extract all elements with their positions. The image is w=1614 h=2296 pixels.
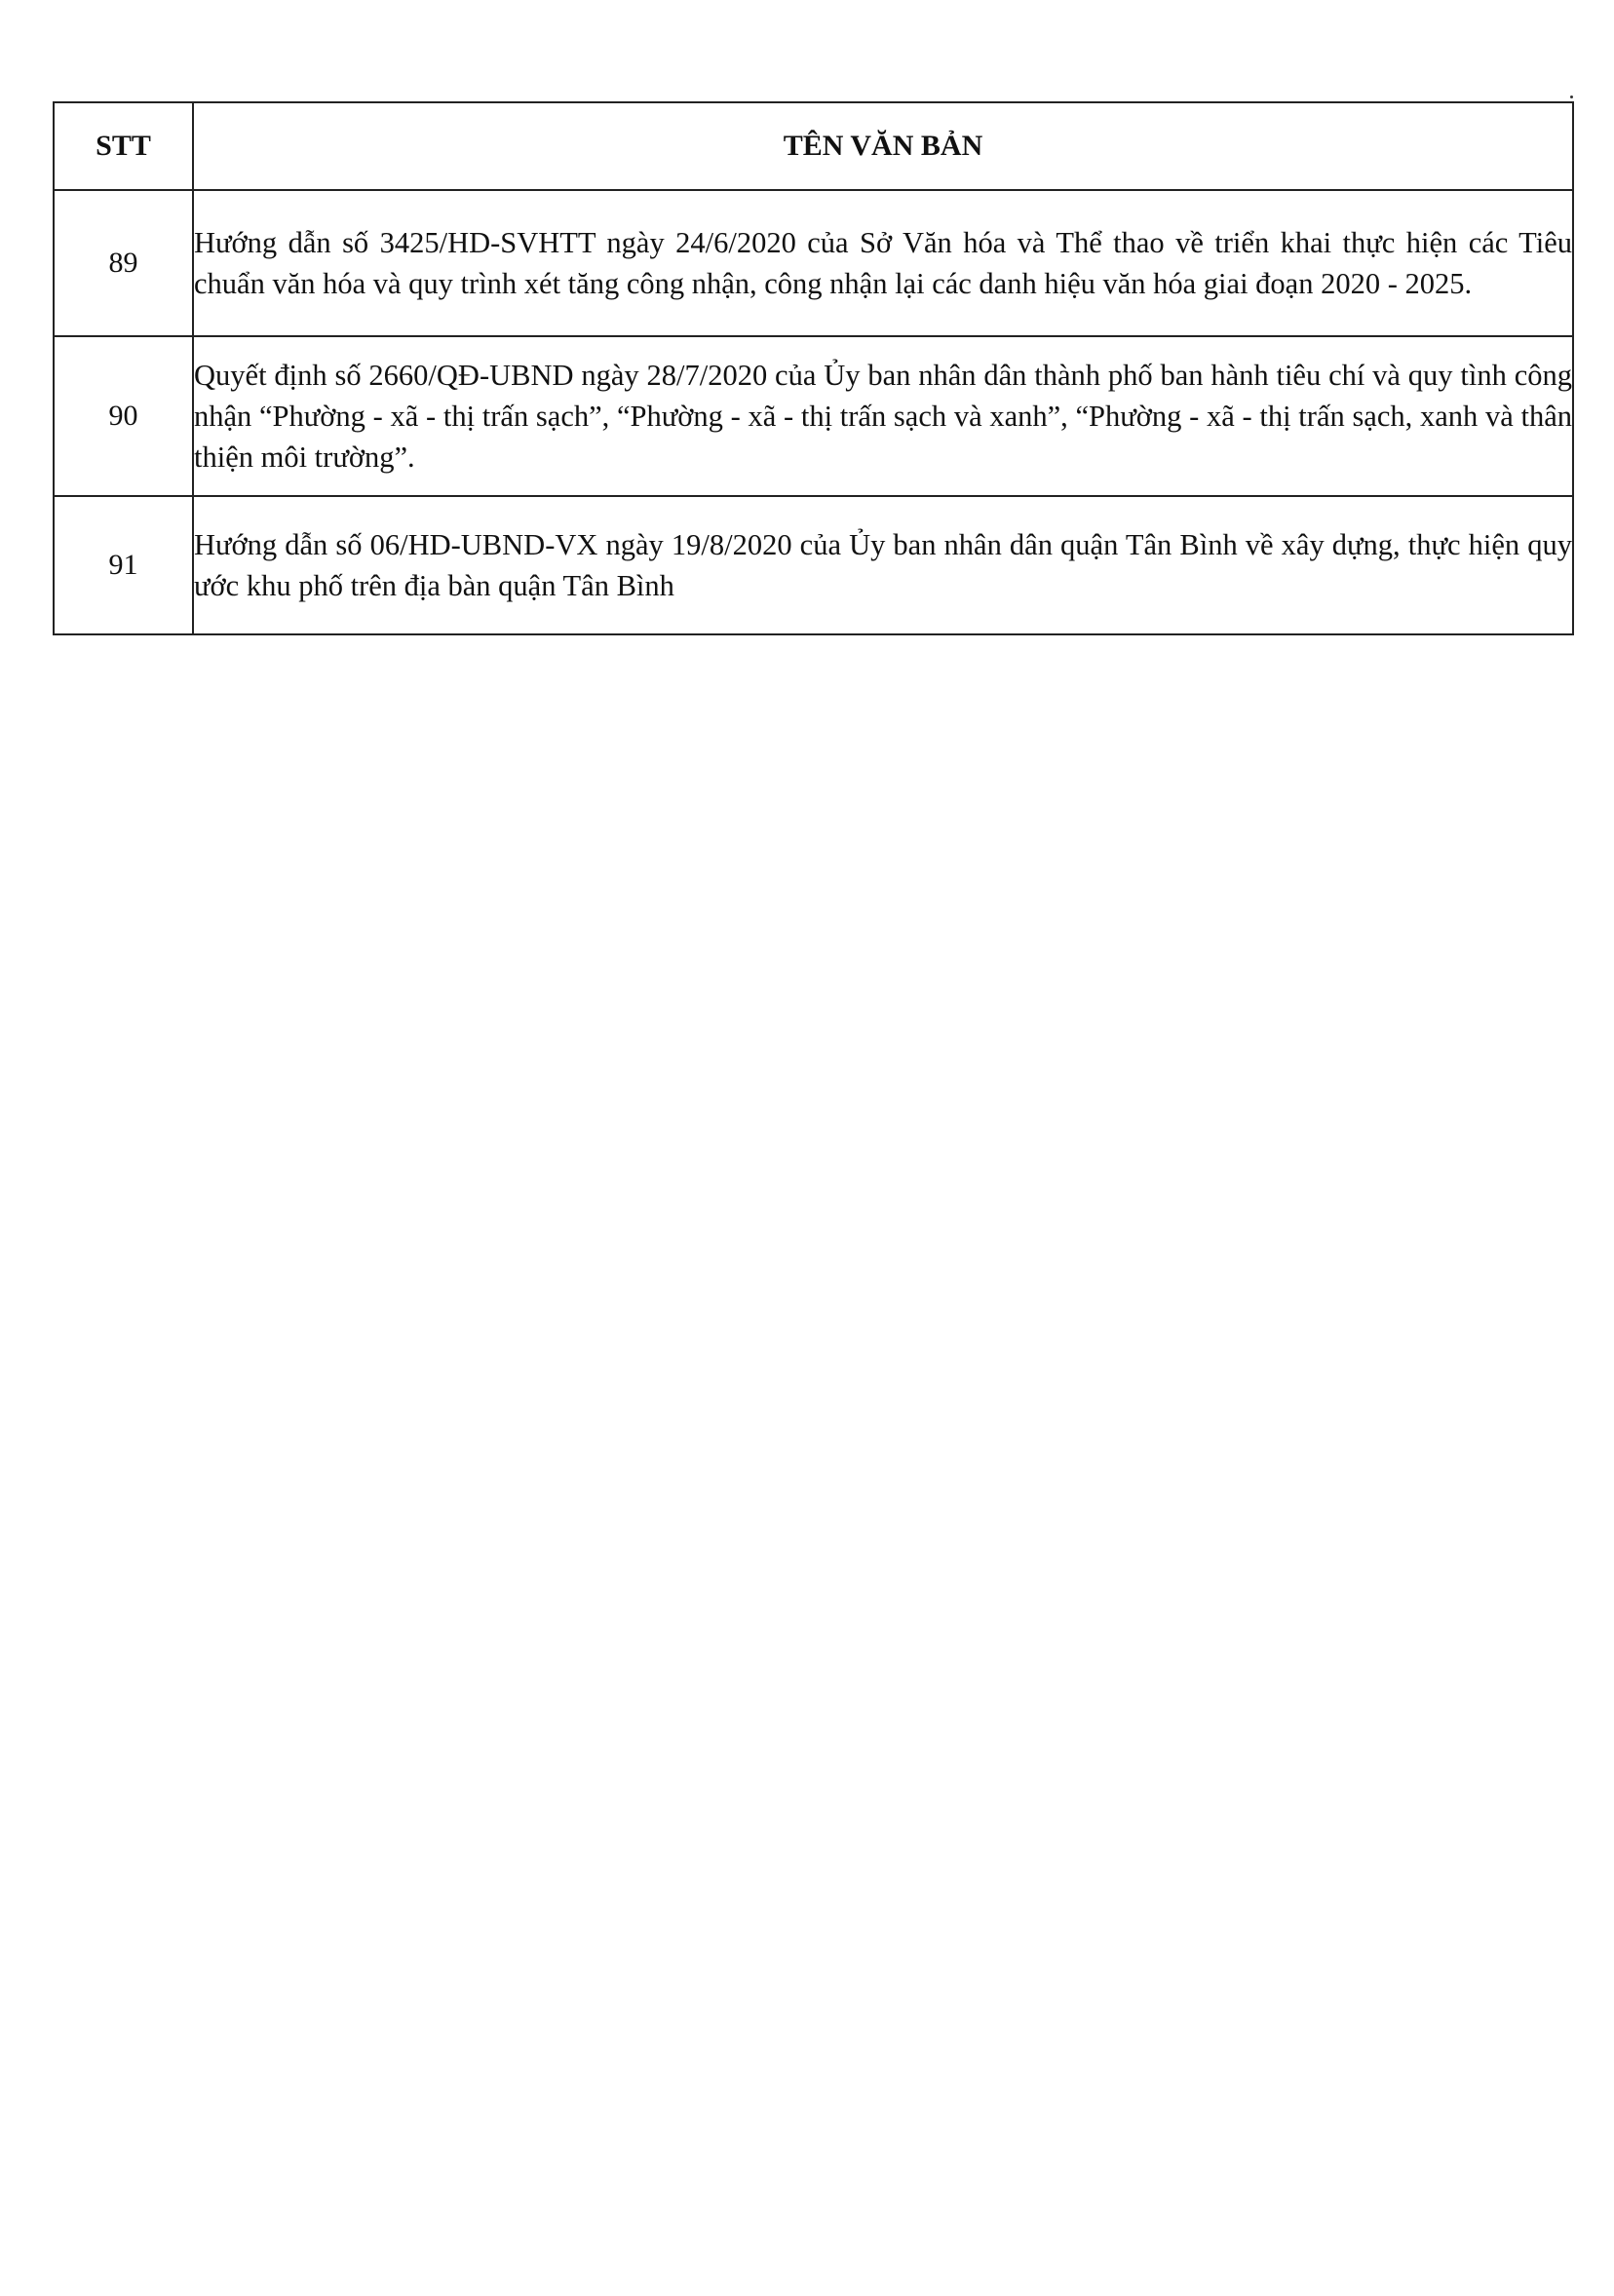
document-name: Hướng dẫn số 06/HD-UBND-VX ngày 19/8/2020 của Ủy ban nhân dân quận Tân Bình về xây dựng, thực hiện quy ước khu phố trên địa bàn quận Tân Bình (193, 496, 1573, 634)
table-header-row (54, 102, 1573, 190)
scan-speck (1570, 96, 1573, 98)
header-stt: STT (54, 102, 193, 190)
document-list-table (53, 101, 1574, 635)
row-number: 90 (54, 336, 193, 496)
row-number: 91 (54, 496, 193, 634)
header-document-name: TÊN VĂN BẢN (193, 102, 1573, 190)
document-name: Hướng dẫn số 3425/HD-SVHTT ngày 24/6/2020 của Sở Văn hóa và Thể thao về triển khai thực hiện các Tiêu chuẩn văn hóa và quy trình xét tăng công nhận, công nhận lại các danh hiệu văn hóa giai đoạn 2020 - 2025. (193, 190, 1573, 336)
table-row (54, 336, 1573, 496)
table-row (54, 496, 1573, 634)
document-name: Quyết định số 2660/QĐ-UBND ngày 28/7/2020 của Ủy ban nhân dân thành phố ban hành tiêu chí và quy tình công nhận “Phường - xã - thị trấn sạch”, “Phường - xã - thị trấn sạch và xanh”, “Phường - xã - thị trấn sạch, xanh và thân thiện môi trường”. (193, 336, 1573, 496)
row-number: 89 (54, 190, 193, 336)
table-row (54, 190, 1573, 336)
